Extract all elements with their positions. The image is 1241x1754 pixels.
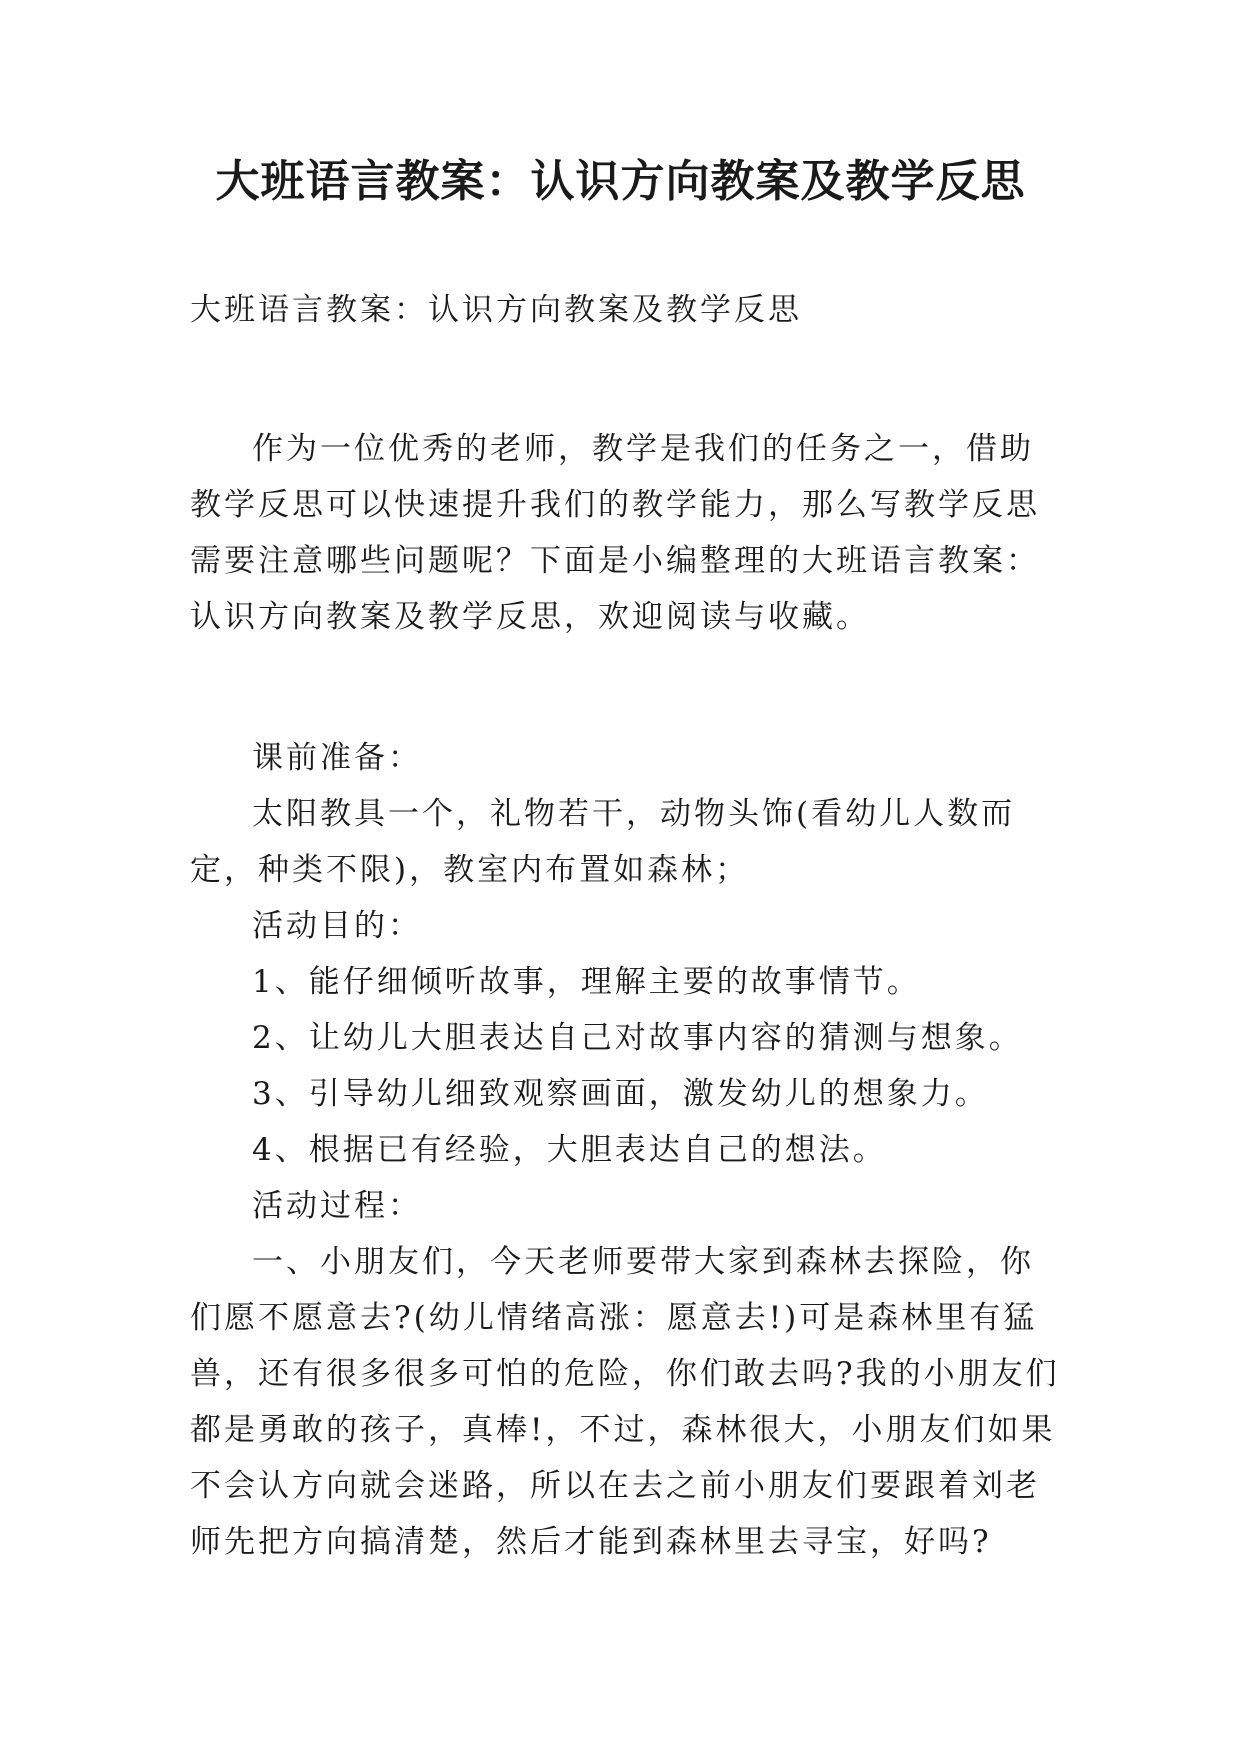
document-body	[190, 282, 1060, 1570]
goal-item: 2、让幼儿大胆表达自己对故事内容的猜测与想象。	[252, 1020, 1023, 1056]
process-paragraph: 一、小朋友们，今天老师要带大家到森林去探险，你们愿不愿意去?(幼儿情绪高涨：愿意去!)可是森林里有猛兽，还有很多很多可怕的危险，你们敢去吗?我的小朋友们都是勇敢的孩子，真棒!，不过，森林很大，小朋友们如果不会认方向就会迷路，所以在去之前小朋友们要跟着刘老师先把方向搞清楚，然后才能到森林里去寻宝，好吗?	[190, 1244, 1060, 1560]
intro-paragraph: 作为一位优秀的老师，教学是我们的任务之一，借助教学反思可以快速提升我们的教学能力，那么写教学反思需要注意哪些问题呢？下面是小编整理的大班语言教案：认识方向教案及教学反思，欢迎阅读与收藏。	[190, 431, 1040, 635]
goals-heading: 活动目的：	[252, 908, 422, 944]
prep-paragraph: 太阳教具一个，礼物若干，动物头饰(看幼儿人数而定，种类不限)，教室内布置如森林；	[190, 796, 1016, 888]
goal-item: 4、根据已有经验，大胆表达自己的想法。	[252, 1132, 887, 1168]
document-title: 大班语言教案：认识方向教案及教学反思	[215, 156, 1026, 207]
process-heading: 活动过程：	[252, 1188, 422, 1224]
goal-item: 3、引导幼儿细致观察画面，激发幼儿的想象力。	[252, 1076, 989, 1112]
prep-heading: 课前准备：	[252, 740, 422, 776]
goal-item: 1、能仔细倾听故事，理解主要的故事情节。	[252, 964, 921, 1000]
document-subtitle: 大班语言教案：认识方向教案及教学反思	[190, 292, 802, 328]
